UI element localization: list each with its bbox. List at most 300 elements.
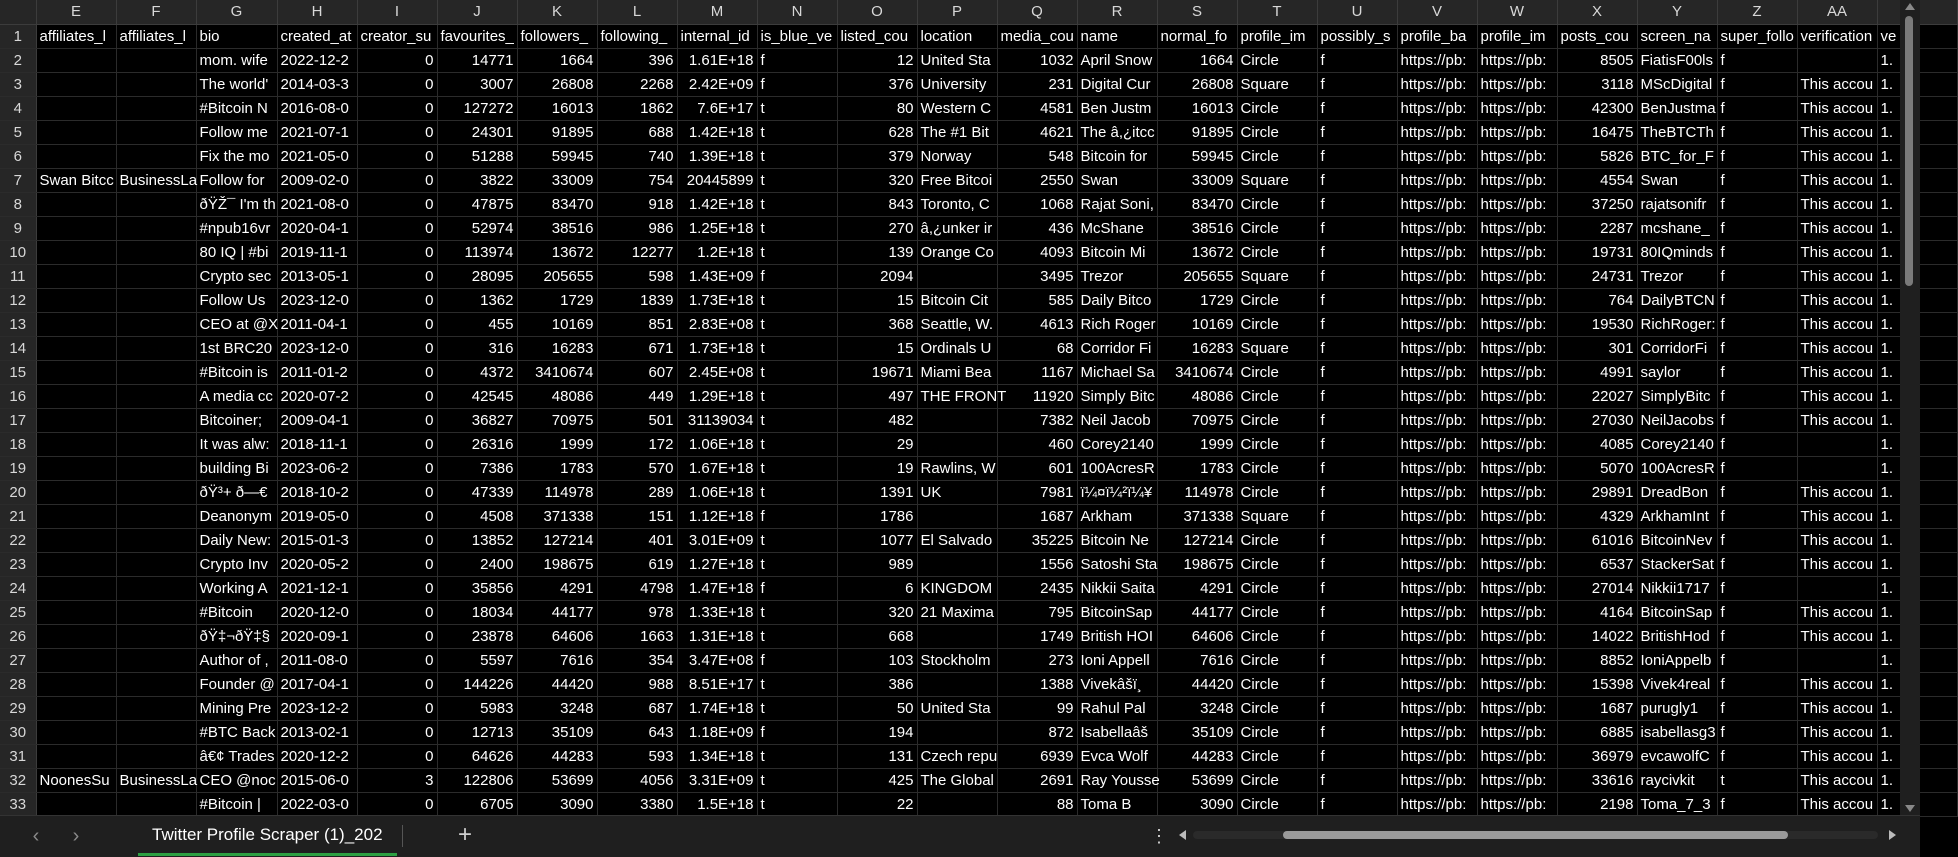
cell[interactable]: 593 <box>597 744 677 768</box>
cell[interactable]: f <box>1317 216 1397 240</box>
cell[interactable] <box>917 720 997 744</box>
cell[interactable]: 13672 <box>1157 240 1237 264</box>
cell[interactable] <box>116 288 196 312</box>
column-header[interactable]: Y <box>1637 0 1717 24</box>
cell[interactable] <box>116 96 196 120</box>
cell[interactable]: 231 <box>997 72 1077 96</box>
cell[interactable]: 99 <box>997 696 1077 720</box>
cell[interactable]: #Bitcoin <box>196 600 277 624</box>
cell[interactable] <box>36 576 116 600</box>
cell[interactable]: 2022-12-2 <box>277 48 357 72</box>
cell[interactable]: 4991 <box>1557 360 1637 384</box>
cell[interactable]: 0 <box>357 528 437 552</box>
cell[interactable] <box>116 240 196 264</box>
cell[interactable]: 0 <box>357 648 437 672</box>
cell[interactable]: This accou <box>1797 528 1877 552</box>
cell[interactable]: f <box>1717 456 1797 480</box>
cell[interactable]: profile_im <box>1477 24 1557 48</box>
cell[interactable] <box>116 312 196 336</box>
cell[interactable]: https://pb: <box>1477 768 1557 792</box>
cell[interactable]: This accou <box>1797 624 1877 648</box>
cell[interactable]: 1. <box>1877 216 1957 240</box>
cell[interactable]: This accou <box>1797 72 1877 96</box>
cell[interactable]: 1. <box>1877 672 1957 696</box>
cell[interactable]: Ordinals U <box>917 336 997 360</box>
cell[interactable]: Arkham <box>1077 504 1157 528</box>
cell[interactable]: Follow me <box>196 120 277 144</box>
cell[interactable]: 37250 <box>1557 192 1637 216</box>
cell[interactable]: f <box>1317 336 1397 360</box>
cell[interactable]: 21 Maxima <box>917 600 997 624</box>
cell[interactable]: 2023-12-0 <box>277 288 357 312</box>
cell[interactable]: 628 <box>837 120 917 144</box>
cell[interactable]: 4056 <box>597 768 677 792</box>
cell[interactable] <box>36 192 116 216</box>
cell[interactable]: f <box>1717 576 1797 600</box>
cell[interactable]: f <box>757 720 837 744</box>
cell[interactable] <box>36 480 116 504</box>
cell[interactable]: 44177 <box>1157 600 1237 624</box>
cell[interactable]: https://pb: <box>1477 744 1557 768</box>
cell[interactable] <box>116 648 196 672</box>
cell[interactable]: 3822 <box>437 168 517 192</box>
select-all-corner[interactable] <box>0 0 36 24</box>
cell[interactable]: Neil Jacob <box>1077 408 1157 432</box>
cell[interactable]: April Snow <box>1077 48 1157 72</box>
cell[interactable]: https://pb: <box>1397 216 1477 240</box>
cell[interactable]: MScDigital <box>1637 72 1717 96</box>
cell[interactable]: 12713 <box>437 720 517 744</box>
cell[interactable]: 1.61E+18 <box>677 48 757 72</box>
cell[interactable]: f <box>1317 672 1397 696</box>
cell[interactable]: 316 <box>437 336 517 360</box>
cell[interactable]: t <box>757 408 837 432</box>
cell[interactable]: 0 <box>357 336 437 360</box>
cell[interactable]: 88 <box>997 792 1077 816</box>
column-header[interactable]: Z <box>1717 0 1797 24</box>
cell[interactable]: t <box>757 216 837 240</box>
cell[interactable]: Rawlins, W <box>917 456 997 480</box>
cell[interactable]: 455 <box>437 312 517 336</box>
cell[interactable]: 1. <box>1877 624 1957 648</box>
cell[interactable]: Isabellaâš <box>1077 720 1157 744</box>
cell[interactable]: 29 <box>837 432 917 456</box>
cell[interactable]: f <box>1717 648 1797 672</box>
cell[interactable]: https://pb: <box>1477 600 1557 624</box>
cell[interactable]: 754 <box>597 168 677 192</box>
cell[interactable]: Simply Bitc <box>1077 384 1157 408</box>
cell[interactable]: DreadBon <box>1637 480 1717 504</box>
cell[interactable]: 0 <box>357 192 437 216</box>
cell[interactable]: Circle <box>1237 600 1317 624</box>
cell[interactable]: Circle <box>1237 48 1317 72</box>
cell[interactable]: https://pb: <box>1477 48 1557 72</box>
cell[interactable]: 38516 <box>1157 216 1237 240</box>
cell[interactable] <box>116 408 196 432</box>
cell[interactable]: 4164 <box>1557 600 1637 624</box>
cell[interactable]: 2020-04-1 <box>277 216 357 240</box>
column-header[interactable]: S <box>1157 0 1237 24</box>
cell[interactable]: 0 <box>357 384 437 408</box>
row-header[interactable]: 18 <box>0 432 36 456</box>
cell[interactable]: 1. <box>1877 768 1957 792</box>
cell[interactable]: TheBTCTh <box>1637 120 1717 144</box>
cell[interactable]: 1. <box>1877 552 1957 576</box>
cell[interactable]: Square <box>1237 504 1317 528</box>
cell[interactable]: https://pb: <box>1397 480 1477 504</box>
cell[interactable] <box>116 48 196 72</box>
column-header[interactable]: J <box>437 0 517 24</box>
cell[interactable]: 24731 <box>1557 264 1637 288</box>
cell[interactable]: This accou <box>1797 96 1877 120</box>
row-header[interactable]: 8 <box>0 192 36 216</box>
cell[interactable]: 607 <box>597 360 677 384</box>
cell[interactable]: 3248 <box>1157 696 1237 720</box>
cell[interactable] <box>1797 432 1877 456</box>
cell[interactable]: This accou <box>1797 768 1877 792</box>
cell[interactable]: 2013-02-1 <box>277 720 357 744</box>
cell[interactable]: 1729 <box>1157 288 1237 312</box>
cell[interactable]: raycivkit <box>1637 768 1717 792</box>
cell[interactable]: internal_id <box>677 24 757 48</box>
cell[interactable]: 872 <box>997 720 1077 744</box>
add-sheet-button[interactable]: + <box>457 821 472 848</box>
row-header[interactable]: 31 <box>0 744 36 768</box>
row-header[interactable]: 24 <box>0 576 36 600</box>
cell[interactable] <box>116 720 196 744</box>
cell[interactable]: Bitcoin for <box>1077 144 1157 168</box>
cell[interactable]: 436 <box>997 216 1077 240</box>
cell[interactable]: 548 <box>997 144 1077 168</box>
cell[interactable]: CEO at @X <box>196 312 277 336</box>
cell[interactable]: 1. <box>1877 240 1957 264</box>
cell[interactable]: 23878 <box>437 624 517 648</box>
cell[interactable]: Corey2140 <box>1077 432 1157 456</box>
cell[interactable]: Nikkii Saita <box>1077 576 1157 600</box>
cell[interactable]: https://pb: <box>1477 624 1557 648</box>
cell[interactable]: 15 <box>837 336 917 360</box>
column-header[interactable]: G <box>196 0 277 24</box>
cell[interactable]: f <box>757 264 837 288</box>
cell[interactable]: 0 <box>357 72 437 96</box>
cell[interactable]: 44283 <box>517 744 597 768</box>
cell[interactable]: BitcoinNev <box>1637 528 1717 552</box>
cell[interactable]: This accou <box>1797 744 1877 768</box>
cell[interactable]: Square <box>1237 168 1317 192</box>
cell[interactable]: Norway <box>917 144 997 168</box>
cell[interactable]: The #1 Bit <box>917 120 997 144</box>
cell[interactable]: 1.06E+18 <box>677 480 757 504</box>
cell[interactable]: 10169 <box>517 312 597 336</box>
cell[interactable]: Circle <box>1237 192 1317 216</box>
cell[interactable]: 53699 <box>517 768 597 792</box>
cell[interactable]: This accou <box>1797 408 1877 432</box>
cell[interactable]: 0 <box>357 144 437 168</box>
cell[interactable]: creator_su <box>357 24 437 48</box>
cell[interactable]: Michael Sa <box>1077 360 1157 384</box>
cell[interactable]: https://pb: <box>1397 600 1477 624</box>
cell[interactable]: 7386 <box>437 456 517 480</box>
cell[interactable]: 144226 <box>437 672 517 696</box>
cell[interactable]: Evca Wolf <box>1077 744 1157 768</box>
tab-active-sheet[interactable]: Twitter Profile Scraper (1)_202 <box>138 816 397 856</box>
cell[interactable]: 47875 <box>437 192 517 216</box>
cell[interactable]: Circle <box>1237 720 1317 744</box>
cell[interactable]: Founder @ <box>196 672 277 696</box>
cell[interactable]: 44283 <box>1157 744 1237 768</box>
cell[interactable]: Circle <box>1237 216 1317 240</box>
cell[interactable]: https://pb: <box>1477 720 1557 744</box>
cell[interactable]: https://pb: <box>1477 384 1557 408</box>
cell[interactable] <box>36 432 116 456</box>
cell[interactable]: 6 <box>837 576 917 600</box>
cell[interactable] <box>116 432 196 456</box>
cell[interactable]: 31139034 <box>677 408 757 432</box>
cell[interactable]: This accou <box>1797 504 1877 528</box>
cell[interactable]: 1. <box>1877 696 1957 720</box>
cell[interactable]: https://pb: <box>1397 648 1477 672</box>
cell[interactable]: 113974 <box>437 240 517 264</box>
cell[interactable]: 1032 <box>997 48 1077 72</box>
cell[interactable]: 19671 <box>837 360 917 384</box>
cell[interactable] <box>36 144 116 168</box>
cell[interactable]: 0 <box>357 360 437 384</box>
cell[interactable]: 6939 <box>997 744 1077 768</box>
cell[interactable]: Circle <box>1237 672 1317 696</box>
cell[interactable]: United Sta <box>917 48 997 72</box>
cell[interactable]: BusinessLa <box>116 768 196 792</box>
cell[interactable]: 44420 <box>1157 672 1237 696</box>
cell[interactable]: 26316 <box>437 432 517 456</box>
cell[interactable]: 1999 <box>1157 432 1237 456</box>
cell[interactable]: 10169 <box>1157 312 1237 336</box>
cell[interactable]: building Bi <box>196 456 277 480</box>
cell[interactable]: t <box>757 792 837 816</box>
cell[interactable] <box>116 192 196 216</box>
cell[interactable]: f <box>1717 312 1797 336</box>
cell[interactable]: name <box>1077 24 1157 48</box>
cell[interactable]: 16475 <box>1557 120 1637 144</box>
cell[interactable]: t <box>757 600 837 624</box>
cell[interactable]: 5070 <box>1557 456 1637 480</box>
cell[interactable]: El Salvado <box>917 528 997 552</box>
cell[interactable]: f <box>1317 120 1397 144</box>
cell[interactable]: Czech repu <box>917 744 997 768</box>
cell[interactable]: f <box>1717 744 1797 768</box>
cell[interactable]: f <box>757 576 837 600</box>
cell[interactable]: https://pb: <box>1477 432 1557 456</box>
cell[interactable]: https://pb: <box>1397 696 1477 720</box>
cell[interactable] <box>36 720 116 744</box>
row-header[interactable]: 6 <box>0 144 36 168</box>
cell[interactable]: https://pb: <box>1397 360 1477 384</box>
cell[interactable] <box>116 120 196 144</box>
cell[interactable]: f <box>1717 144 1797 168</box>
cell[interactable]: This accou <box>1797 240 1877 264</box>
cell[interactable]: t <box>757 432 837 456</box>
cell[interactable]: 35109 <box>517 720 597 744</box>
cell[interactable]: 0 <box>357 576 437 600</box>
cell[interactable]: 1839 <box>597 288 677 312</box>
cell[interactable]: 4291 <box>517 576 597 600</box>
cell[interactable]: f <box>1717 480 1797 504</box>
cell[interactable]: BusinessLa <box>116 168 196 192</box>
cell[interactable]: 2.45E+08 <box>677 360 757 384</box>
row-header[interactable]: 30 <box>0 720 36 744</box>
cell[interactable]: f <box>1717 192 1797 216</box>
vertical-scroll-thumb[interactable] <box>1905 16 1913 286</box>
row-header[interactable]: 4 <box>0 96 36 120</box>
cell[interactable]: 1. <box>1877 576 1957 600</box>
cell[interactable]: f <box>1717 120 1797 144</box>
cell[interactable]: 1068 <box>997 192 1077 216</box>
cell[interactable]: 2023-06-2 <box>277 456 357 480</box>
cell[interactable]: 1. <box>1877 600 1957 624</box>
cell[interactable] <box>36 96 116 120</box>
cell[interactable]: 1.73E+18 <box>677 288 757 312</box>
cell[interactable]: 27030 <box>1557 408 1637 432</box>
cell[interactable]: 1729 <box>517 288 597 312</box>
cell[interactable]: 3118 <box>1557 72 1637 96</box>
cell[interactable]: f <box>1317 240 1397 264</box>
cell[interactable]: Working A <box>196 576 277 600</box>
cell[interactable]: Miami Bea <box>917 360 997 384</box>
cell[interactable] <box>116 696 196 720</box>
cell[interactable] <box>116 216 196 240</box>
cell[interactable] <box>116 528 196 552</box>
cell[interactable]: Circle <box>1237 648 1317 672</box>
cell[interactable]: 0 <box>357 288 437 312</box>
row-header[interactable]: 15 <box>0 360 36 384</box>
cell[interactable]: 2014-03-3 <box>277 72 357 96</box>
row-header[interactable]: 14 <box>0 336 36 360</box>
cell[interactable]: 843 <box>837 192 917 216</box>
cell[interactable]: media_cou <box>997 24 1077 48</box>
cell[interactable]: Satoshi Sta <box>1077 552 1157 576</box>
cell[interactable]: 0 <box>357 624 437 648</box>
cell[interactable]: https://pb: <box>1397 432 1477 456</box>
cell[interactable]: 5983 <box>437 696 517 720</box>
cell[interactable]: 2268 <box>597 72 677 96</box>
cell[interactable]: Circle <box>1237 120 1317 144</box>
cell[interactable]: 0 <box>357 456 437 480</box>
cell[interactable]: t <box>757 312 837 336</box>
cell[interactable]: https://pb: <box>1397 792 1477 816</box>
cell[interactable]: https://pb: <box>1477 528 1557 552</box>
cell[interactable]: 14771 <box>437 48 517 72</box>
cell[interactable]: Ioni Appell <box>1077 648 1157 672</box>
cell[interactable]: https://pb: <box>1397 48 1477 72</box>
cell[interactable] <box>36 408 116 432</box>
cell[interactable]: 198675 <box>517 552 597 576</box>
cell[interactable]: Circle <box>1237 744 1317 768</box>
cell[interactable]: 1. <box>1877 792 1957 816</box>
cell[interactable]: 91895 <box>1157 120 1237 144</box>
cell[interactable]: https://pb: <box>1477 408 1557 432</box>
cell[interactable]: 27014 <box>1557 576 1637 600</box>
cell[interactable]: 15398 <box>1557 672 1637 696</box>
cell[interactable] <box>116 72 196 96</box>
cell[interactable]: https://pb: <box>1397 192 1477 216</box>
cell[interactable]: 2550 <box>997 168 1077 192</box>
cell[interactable]: f <box>1317 600 1397 624</box>
cell[interactable]: 386 <box>837 672 917 696</box>
cell[interactable]: 1. <box>1877 360 1957 384</box>
cell[interactable]: profile_ba <box>1397 24 1477 48</box>
cell[interactable]: 33009 <box>517 168 597 192</box>
cell[interactable]: â€¢ Trades <box>196 744 277 768</box>
cell[interactable]: 2009-04-1 <box>277 408 357 432</box>
cell[interactable]: 42545 <box>437 384 517 408</box>
cell[interactable]: 2022-03-0 <box>277 792 357 816</box>
cell[interactable]: https://pb: <box>1397 72 1477 96</box>
cell[interactable]: Orange Co <box>917 240 997 264</box>
cell[interactable]: https://pb: <box>1397 120 1477 144</box>
cell[interactable]: 114978 <box>517 480 597 504</box>
cell[interactable]: https://pb: <box>1477 240 1557 264</box>
cell[interactable]: https://pb: <box>1397 672 1477 696</box>
cell[interactable]: Circle <box>1237 408 1317 432</box>
row-header[interactable]: 3 <box>0 72 36 96</box>
cell[interactable]: 2020-12-0 <box>277 600 357 624</box>
cell[interactable]: 0 <box>357 264 437 288</box>
cell[interactable]: https://pb: <box>1477 456 1557 480</box>
cell[interactable]: 48086 <box>1157 384 1237 408</box>
row-header[interactable]: 28 <box>0 672 36 696</box>
column-header[interactable]: R <box>1077 0 1157 24</box>
cell[interactable]: 2.83E+08 <box>677 312 757 336</box>
row-header[interactable]: 19 <box>0 456 36 480</box>
cell[interactable]: 1.67E+18 <box>677 456 757 480</box>
cell[interactable]: 1. <box>1877 384 1957 408</box>
cell[interactable]: 401 <box>597 528 677 552</box>
cell[interactable]: Circle <box>1237 528 1317 552</box>
cell[interactable]: 460 <box>997 432 1077 456</box>
cell[interactable]: Free Bitcoi <box>917 168 997 192</box>
cell[interactable]: f <box>1317 72 1397 96</box>
cell[interactable]: Square <box>1237 264 1317 288</box>
cell[interactable]: 19 <box>837 456 917 480</box>
cell[interactable]: 0 <box>357 552 437 576</box>
column-header[interactable]: E <box>36 0 116 24</box>
column-header[interactable]: AA <box>1797 0 1877 24</box>
cell[interactable]: f <box>1317 288 1397 312</box>
cell[interactable]: t <box>757 744 837 768</box>
cell[interactable] <box>36 456 116 480</box>
cell[interactable]: t <box>757 528 837 552</box>
cell[interactable]: https://pb: <box>1477 312 1557 336</box>
cell[interactable]: 52974 <box>437 216 517 240</box>
cell[interactable]: 3248 <box>517 696 597 720</box>
cell[interactable] <box>1797 576 1877 600</box>
cell[interactable]: Bitcoin Mi <box>1077 240 1157 264</box>
cell[interactable]: 1. <box>1877 168 1957 192</box>
cell[interactable]: 0 <box>357 312 437 336</box>
cell[interactable]: 59945 <box>1157 144 1237 168</box>
cell[interactable] <box>116 552 196 576</box>
cell[interactable]: 2016-08-0 <box>277 96 357 120</box>
cell[interactable]: t <box>757 120 837 144</box>
cell[interactable]: 36827 <box>437 408 517 432</box>
scroll-up-arrow-icon[interactable] <box>1905 3 1915 10</box>
cell[interactable]: 1. <box>1877 408 1957 432</box>
cell[interactable]: t <box>757 624 837 648</box>
cell[interactable]: The Global <box>917 768 997 792</box>
cell[interactable]: f <box>1717 168 1797 192</box>
cell[interactable]: 0 <box>357 744 437 768</box>
cell[interactable]: f <box>1317 168 1397 192</box>
cell[interactable]: f <box>1317 96 1397 120</box>
